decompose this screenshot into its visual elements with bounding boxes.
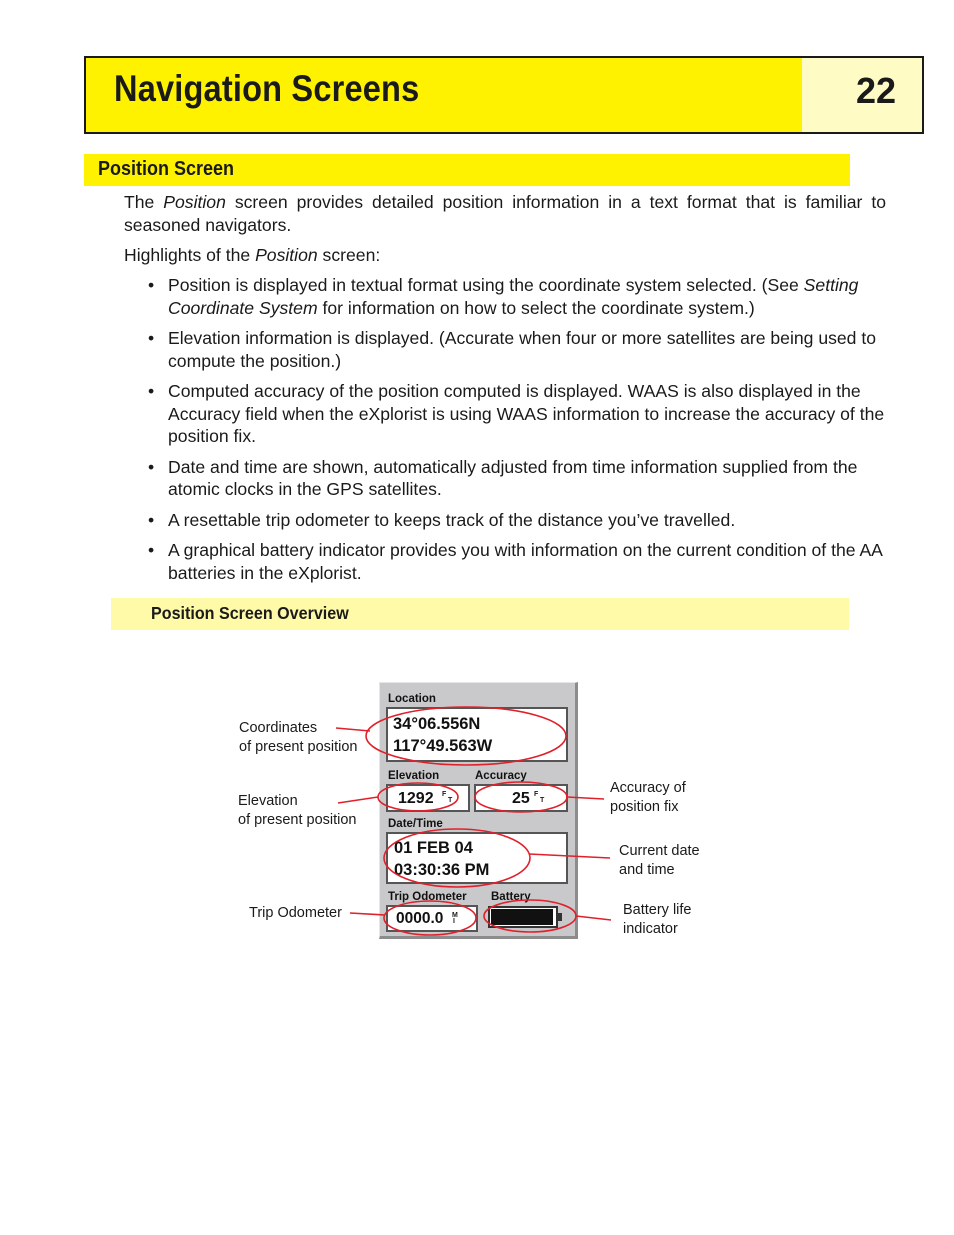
battery-leader [576,916,611,920]
date-value: 01 FEB 04 [394,839,473,857]
accuracy-leader [567,797,604,799]
list-item: • Computed accuracy of the position computed is displayed. WAAS is also displayed in the Accuracy field when the eXplorist is using WAAS information to increase the accuracy of the position fix. [148,381,885,446]
page-title: Navigation Screens [114,68,420,109]
datetime-label: Date/Time [388,818,443,830]
battery-callout: Battery life indicator [623,902,692,937]
datetime-callout: Current date and time [619,843,700,878]
elevation-callout: Elevation of present position [238,793,357,828]
longitude-value: 117°49.563W [393,737,493,755]
odometer-value: 0000.0 [396,910,444,927]
datetime-ellipse [384,829,530,887]
odometer-leader [350,913,385,915]
accuracy-value: 25 [512,790,530,807]
subsection-title: Position Screen Overview [151,603,349,623]
elevation-unit-top: F [442,791,447,798]
intro-text: The Position screen provides detailed position information in a text format that is familiar to seasoned navigators. [124,192,886,235]
accuracy-ellipse [475,782,567,812]
accuracy-callout: Accuracy of position fix [610,780,686,815]
location-label: Location [388,693,436,705]
battery-label: Battery [491,891,531,903]
battery-ellipse [484,900,576,932]
list-item: • Date and time are shown, automatically adjusted from time information supplied from the atomic clocks in the GPS satellites. [148,456,858,499]
odometer-unit-bottom: I [453,918,455,925]
coordinates-callout: Coordinates of present position [239,720,358,755]
list-item: • Position is displayed in textual format using the coordinate system selected. (See Setting Coordinate System for information on how to select the coordinate system.) [148,275,859,318]
section-title: Position Screen [98,158,235,180]
page-number: 22 [855,70,896,111]
elevation-ellipse [378,783,458,811]
trip-odometer-callout: Trip Odometer [249,905,342,921]
datetime-leader [529,854,610,858]
accuracy-label: Accuracy [475,770,527,782]
elevation-unit-bottom: T [448,797,453,804]
list-item: • A graphical battery indicator provides you with information on the current condition of the AA batteries in the eXplorist. [148,540,882,583]
accuracy-unit-bottom: T [540,797,545,804]
odometer-ellipse [384,901,476,935]
elevation-value: 1292 [398,790,434,807]
trip-odometer-label: Trip Odometer [388,891,467,903]
elevation-label: Elevation [388,770,440,782]
odometer-unit-top: M [452,912,458,919]
accuracy-unit-top: F [534,791,539,798]
list-item: • A resettable trip odometer to keeps track of the distance you’ve travelled. [148,509,736,530]
list-item: • Elevation information is displayed. (Accurate when four or more satellites are being used to compute the position.) [148,328,877,371]
time-value: 03:30:36 PM [394,861,490,879]
highlights-text: Highlights of the Position screen: [124,245,381,265]
latitude-value: 34°06.556N [393,715,481,733]
coordinates-ellipse [366,707,566,765]
